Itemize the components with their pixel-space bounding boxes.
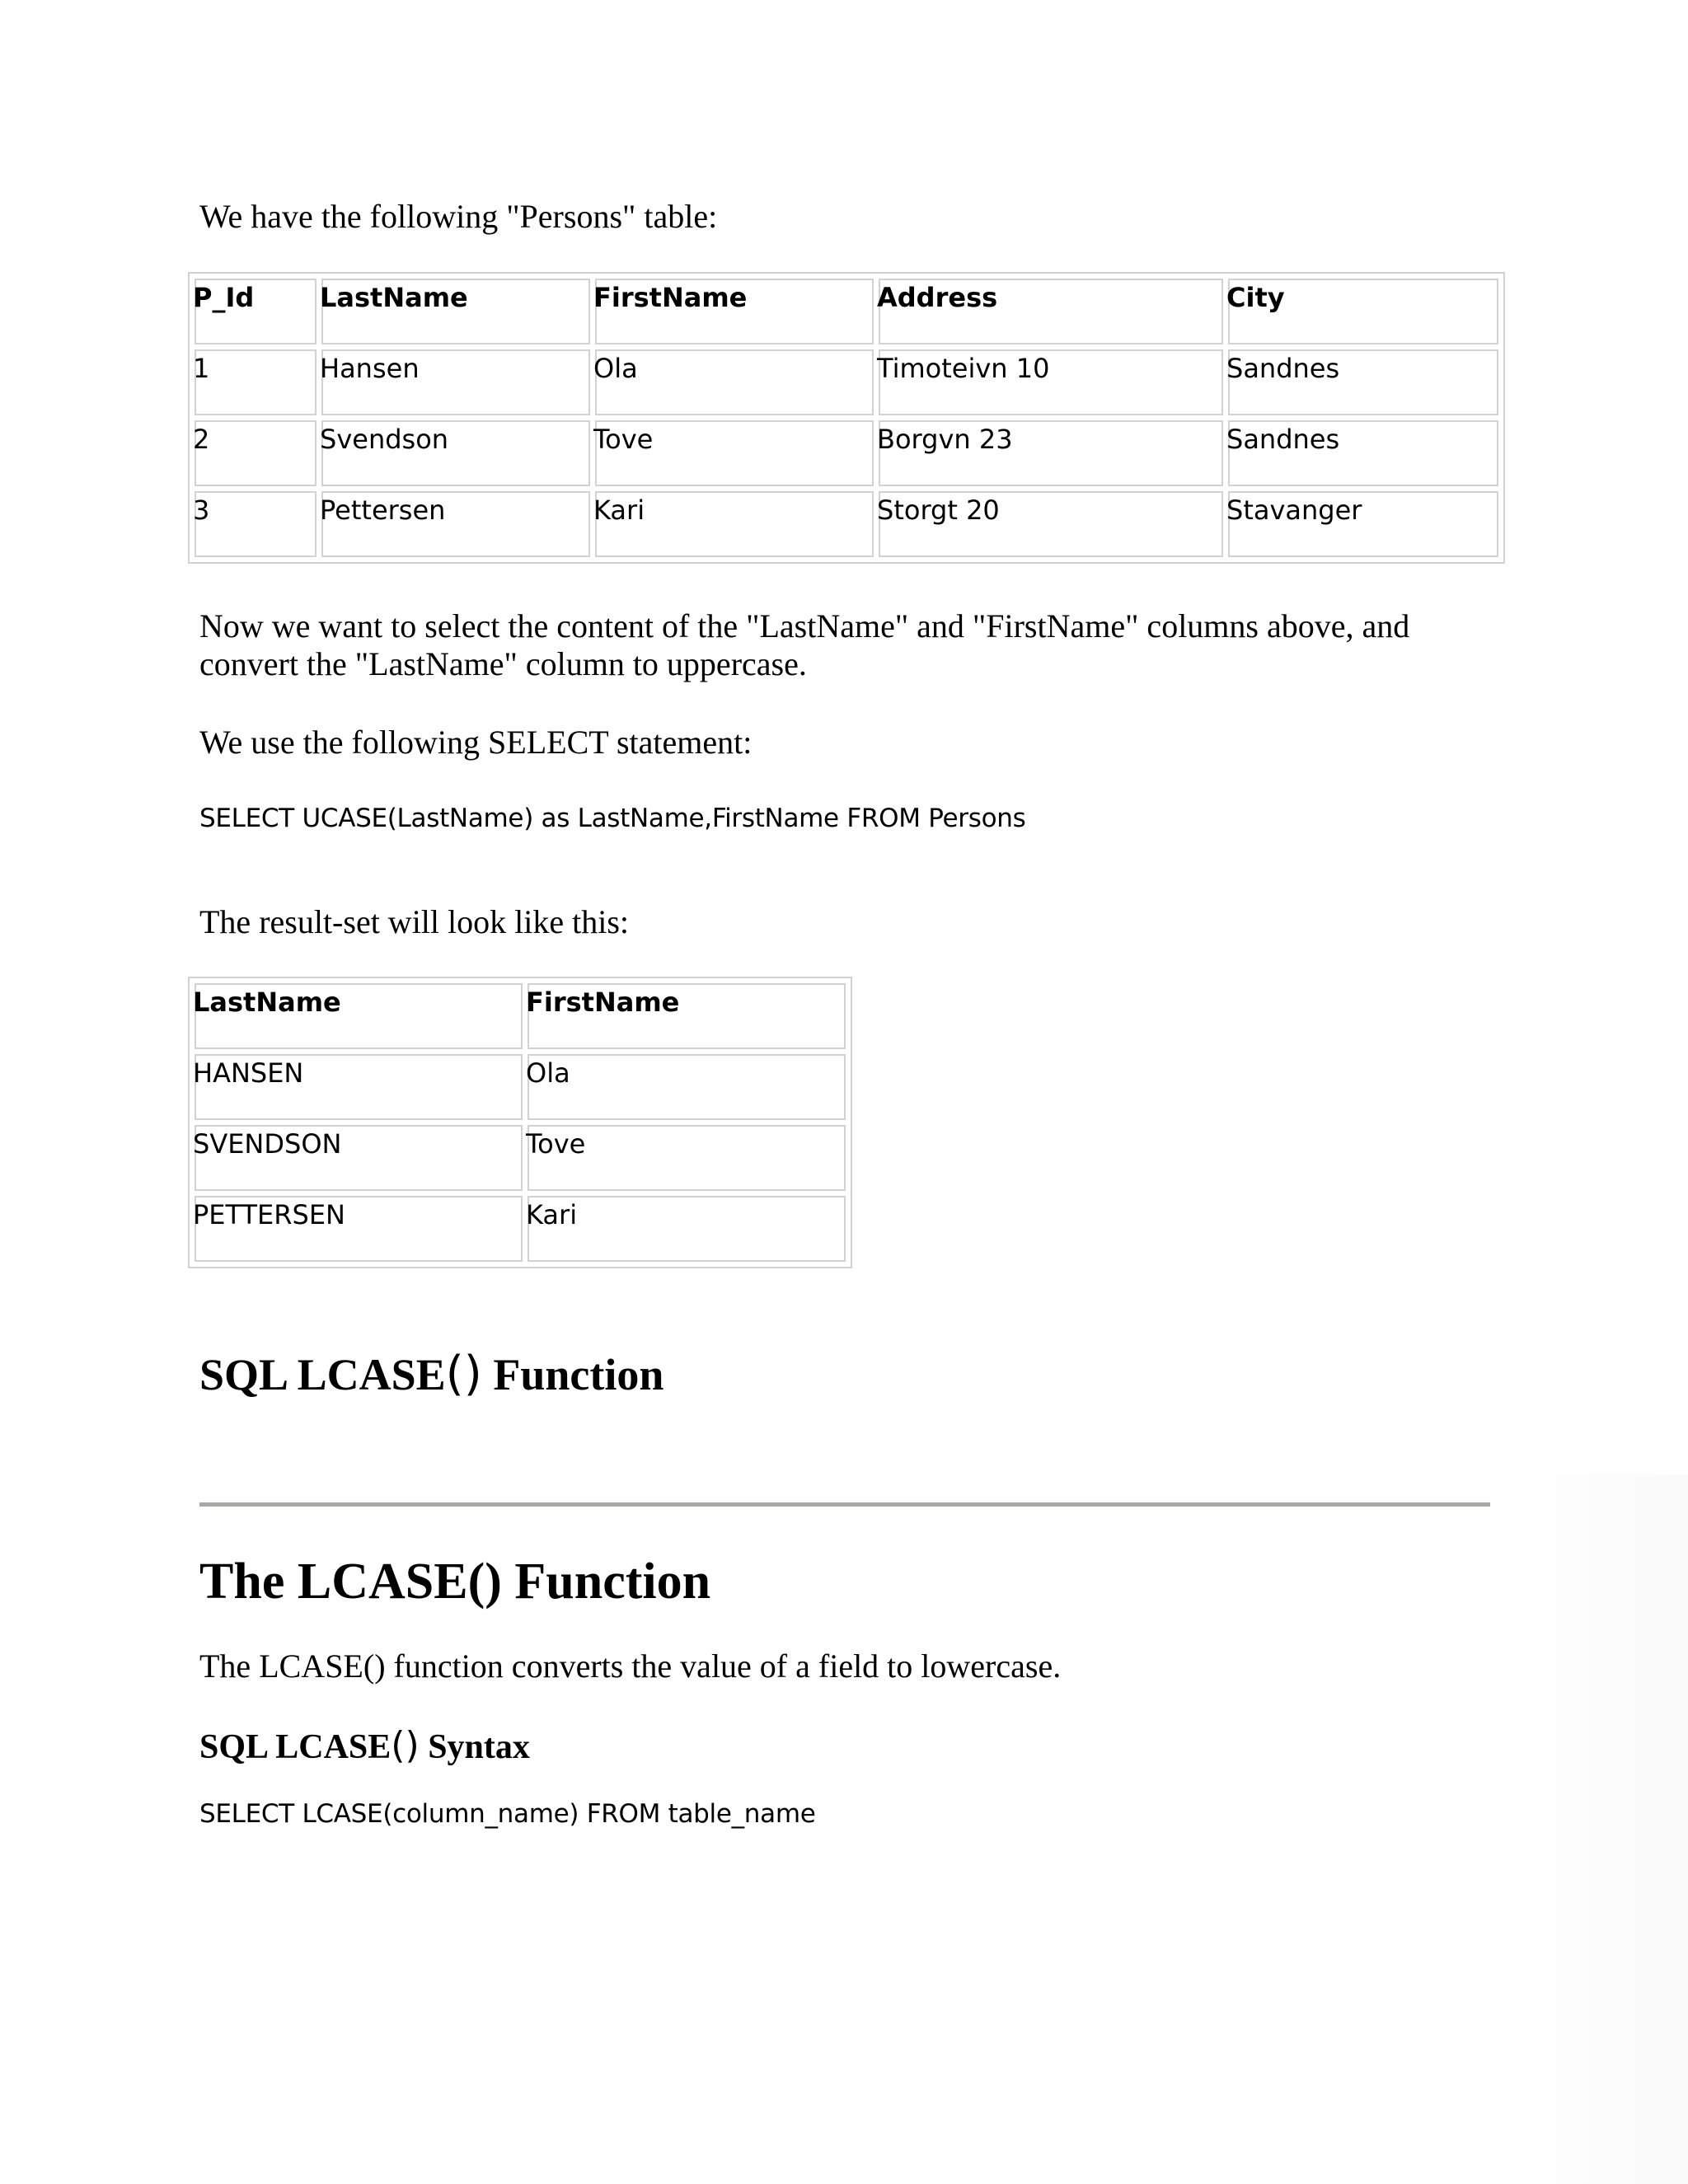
column-header: Address [879, 279, 1223, 344]
table-row [195, 1054, 846, 1120]
lcase-syntax-title: SQL LCASE() Syntax [199, 1725, 530, 1767]
section-divider [199, 1502, 1490, 1507]
goal-text-line-2: convert the "LastName" column to uppercase. [199, 645, 807, 682]
table-row [195, 1196, 846, 1262]
table-cell: Kari [595, 491, 874, 557]
goal-text-line-1: Now we want to select the content of the "LastName" and "FirstName" columns above, and [199, 607, 1410, 644]
intro-text: We have the following "Persons" table: [199, 198, 718, 235]
table-cell: Sandnes [1228, 349, 1498, 415]
table-header-row [195, 983, 846, 1049]
table-cell: 2 [195, 420, 316, 486]
table-cell: Svendson [321, 420, 590, 486]
table-row [195, 349, 1498, 415]
table-cell: Hansen [321, 349, 590, 415]
lcase-syntax-code: SELECT LCASE(column_name) FROM table_name [199, 1799, 816, 1829]
table-cell: Ola [595, 349, 874, 415]
table-row [195, 491, 1498, 557]
table-cell: Stavanger [1228, 491, 1498, 557]
lcase-function-heading: The LCASE() Function [199, 1554, 711, 1610]
table-cell: Ola [528, 1054, 846, 1120]
table-cell: PETTERSEN [195, 1196, 523, 1262]
column-header: City [1228, 279, 1498, 344]
table-cell: HANSEN [195, 1054, 523, 1120]
table-cell: Storgt 20 [879, 491, 1223, 557]
table-row [195, 1125, 846, 1191]
page-edge-shade [1493, 1475, 1688, 2184]
column-header: FirstName [595, 279, 874, 344]
result-table [188, 977, 852, 1268]
use-statement-text: We use the following SELECT statement: [199, 724, 753, 761]
table-cell: Timoteivn 10 [879, 349, 1223, 415]
table-cell: Sandnes [1228, 420, 1498, 486]
table-cell: 3 [195, 491, 316, 557]
column-header: P_Id [195, 279, 316, 344]
column-header: LastName [195, 983, 523, 1049]
column-header: FirstName [528, 983, 846, 1049]
table-cell: Borgvn 23 [879, 420, 1223, 486]
column-header: LastName [321, 279, 590, 344]
result-intro-text: The result-set will look like this: [199, 903, 630, 940]
table-cell: Tove [528, 1125, 846, 1191]
lcase-description: The LCASE() function converts the value of a field to lowercase. [199, 1647, 1062, 1685]
table-cell: SVENDSON [195, 1125, 523, 1191]
table-cell: 1 [195, 349, 316, 415]
table-cell: Tove [595, 420, 874, 486]
table-header-row [195, 279, 1498, 344]
table-cell: Pettersen [321, 491, 590, 557]
persons-table [188, 272, 1505, 564]
lcase-section-title: SQL LCASE() Function [199, 1347, 664, 1401]
table-row [195, 420, 1498, 486]
ucase-query-code: SELECT UCASE(LastName) as LastName,FirstName FROM Persons [199, 804, 1026, 833]
table-cell: Kari [528, 1196, 846, 1262]
